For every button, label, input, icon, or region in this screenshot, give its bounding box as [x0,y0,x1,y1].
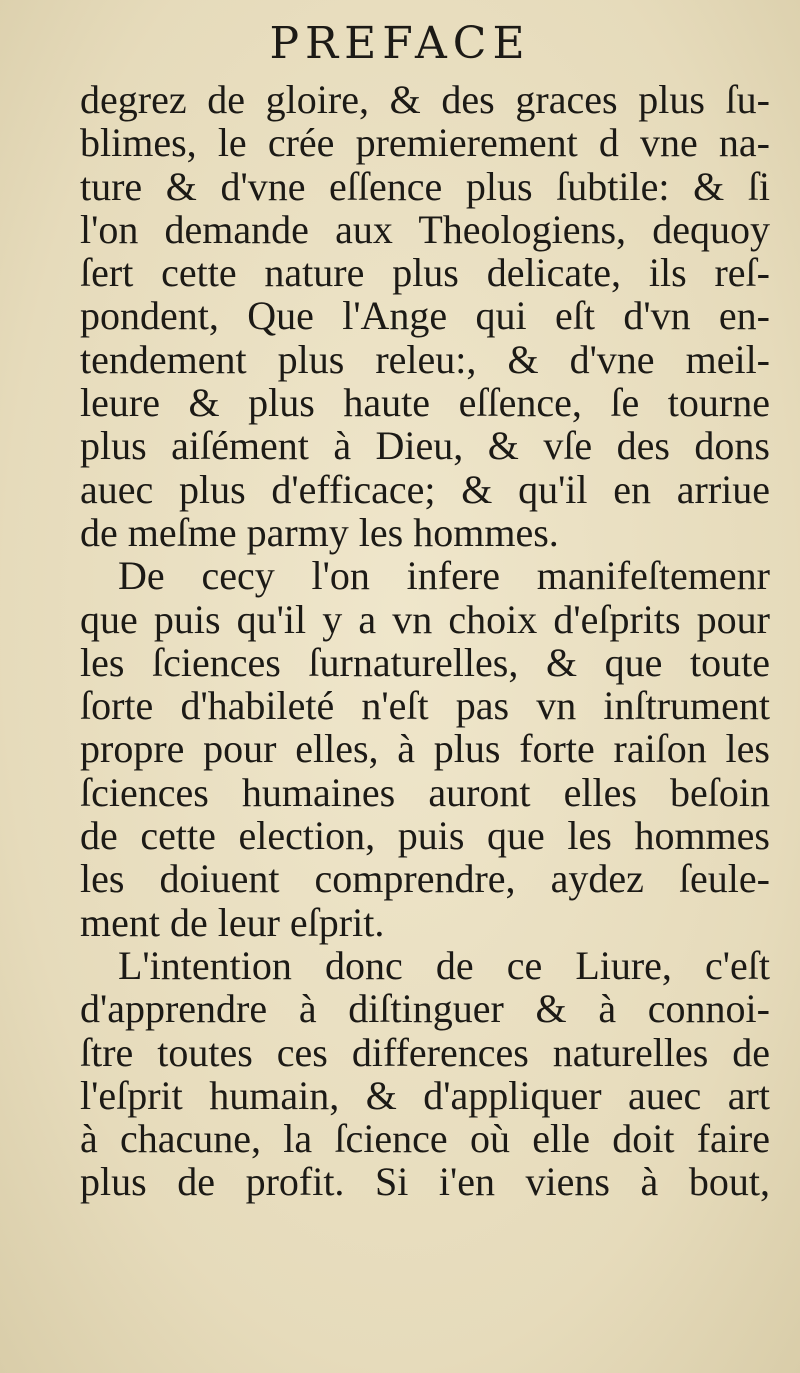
body-text [80,78,770,1204]
text-line: ſciences humaines auront elles beſoin [80,769,770,815]
text-line: à chacune, la ſcience où elle doit faire [80,1116,770,1162]
text-line: de meſme parmy les hommes. [80,509,559,555]
text-line: ſert cette nature plus delicate, ils reſ- [80,250,770,296]
text-line: plus aiſément à Dieu, & vſe des dons [80,423,770,469]
text-line: l'eſprit humain, & d'appliquer auec art [80,1072,770,1118]
running-head: PREFACE [269,18,531,69]
text-line: De cecy l'on infere manifeſtemenr [118,553,770,599]
text-line: leure & plus haute eſſence, ſe tourne [80,380,770,426]
text-line: degrez de gloire, & des graces plus ſu- [80,77,770,122]
text-line: les ſciences ſurnaturelles, & que toute [80,639,770,685]
text-line: propre pour elles, à plus forte raiſon les [80,726,770,772]
text-line: ture & d'vne eſſence plus ſubtile: & ſi [80,163,770,209]
text-line: les doiuent comprendre, aydez ſeule- [80,856,770,902]
text-line: d'apprendre à diſtinguer & à connoi- [80,986,770,1032]
text-line: pondent, Que l'Ange qui eſt d'vn en- [80,293,770,339]
text-line: l'on demande aux Theologiens, dequoy [80,206,770,252]
text-line: L'intention donc de ce Liure, c'eſt [118,942,770,988]
text-line: ſtre toutes ces differences naturelles de [80,1029,770,1075]
text-line: que puis qu'il y a vn choix d'eſprits pour [80,596,770,642]
text-line: de cette election, puis que les hommes [80,813,770,859]
text-line: ment de leur eſprit. [80,899,385,945]
text-line: tendement plus releu:, & d'vne meil- [80,336,770,382]
text-line: blimes, le crée premierement d vne na- [80,120,770,166]
text-line: auec plus d'efficace; & qu'il en arriue [80,466,770,512]
text-line: ſorte d'habileté n'eſt pas vn inſtrument [80,683,770,729]
text-line: plus de profit. Si i'en viens à bout, [80,1159,770,1205]
